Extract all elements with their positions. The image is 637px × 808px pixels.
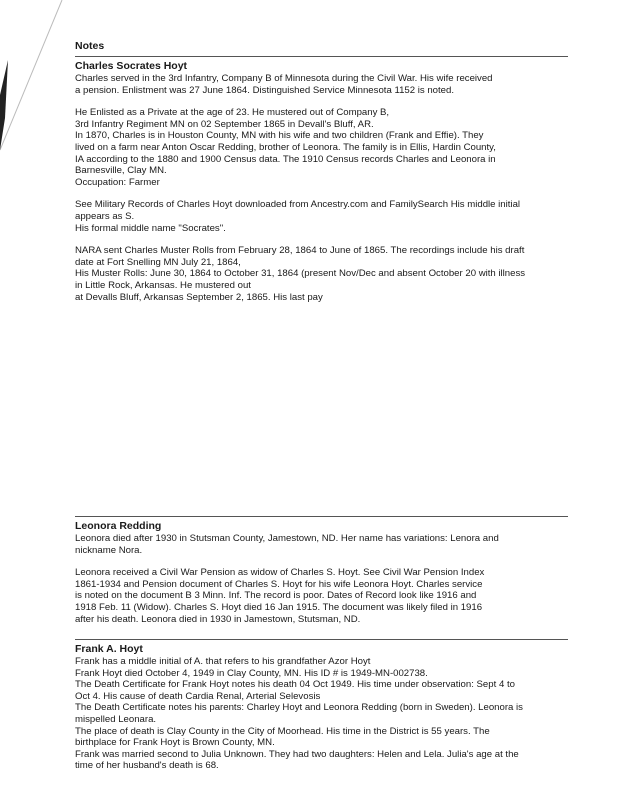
paragraph: Leonora died after 1930 in Stutsman County, Jamestown, ND. Her name has variations: Lenora and nickname Nora.: [75, 533, 499, 556]
section-title: Frank A. Hoyt: [75, 643, 143, 655]
paragraph: NARA sent Charles Muster Rolls from February 28, 1864 to June of 1865. The recordings include his draft date at Fort Snelling MN July 21, 1864, His Muster Rolls: June 30, 1864 to October 31, 1864 (present Nov/Dec and absent October 20 with illness in Little Rock, Arkansas. He mustered out at Devalls Bluff, Arkansas September 2, 1865. His last pay: [75, 245, 526, 303]
section-title: Leonora Redding: [75, 520, 162, 532]
paragraph: See Military Records of Charles Hoyt downloaded from Ancestry.com and FamilySearch His middle initial appears as S. His formal middle name "Socrates".: [75, 199, 521, 234]
section-charles-hoyt: [75, 56, 568, 303]
scan-edge-shadow: [0, 0, 70, 160]
section-divider: [75, 56, 568, 57]
paragraph: He Enlisted as a Private at the age of 23. He mustered out of Company B, 3rd Infantry Regiment MN on 02 September 1865 in Devall's Bluff, AR. In 1870, Charles is in Houston County, MN with his wife and two children (Frank and Effie). They lived on a farm near Anton Oscar Redding, brother of Leonora. The family is in Ellis, Hardin County, IA according to the 1880 and 1900 Census data. The 1910 Census records Charles and Leonora in Barnesville, Clay MN. Occupation: Farmer: [75, 107, 496, 188]
paragraph: Frank has a middle initial of A. that refers to his grandfather Azor Hoyt Frank Hoyt died October 4, 1949 in Clay County, MN. His ID # is 1949-MN-002738. The Death Certificate for Frank Hoyt notes his death 04 Oct 1949. His time under observation: Sept 4 to Oct 4. His cause of death Cardia Renal, Arterial Selevosis The Death Certificate notes his parents: Charley Hoyt and Leonora Redding (born in Sweden). Leonora is mispelled Leonara. The place of death is Clay County in the City of Moorhead. His time in the District is 55 years. The birthplace for Frank Hoyt is Brown County, MN. Frank was married second to Julia Unknown. They had two daughters: Helen and Lela. Julia's age at the time of her husband's death is 68.: [75, 656, 523, 772]
section-divider: [75, 639, 568, 640]
section-divider: [75, 516, 568, 517]
section-frank-hoyt: [75, 639, 568, 772]
section-title: Charles Socrates Hoyt: [75, 60, 188, 72]
paragraph: Leonora received a Civil War Pension as widow of Charles S. Hoyt. See Civil War Pension Index 1861-1934 and Pension document of Charles S. Hoyt for his wife Leonora Hoyt. Charles service is noted on the document B 3 Minn. Inf. The record is poor. Dates of Record look like 1916 and 1918 Feb. 11 (Widow). Charles S. Hoyt died 16 Jan 1915. The document was likely filed in 1916 after his death. Leonora died in 1930 in Jamestown, Stutsman, ND.: [75, 567, 485, 625]
page-heading: Notes: [75, 40, 105, 52]
paragraph: Charles served in the 3rd Infantry, Company B of Minnesota during the Civil War. His wife received a pension. Enlistment was 27 June 1864. Distinguished Service Minnesota 1152 is noted.: [75, 73, 493, 96]
section-leonora-redding: [75, 516, 568, 625]
